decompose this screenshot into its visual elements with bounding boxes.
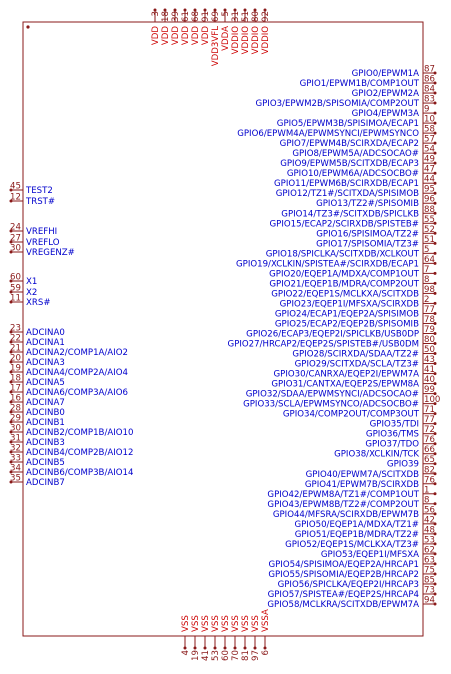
pin-number: 76	[424, 475, 435, 486]
pin-label: GPIO27/HRCAP2/EQEP2S/SPISTEB#/USB0DM	[227, 339, 419, 350]
pin-label: ADCINA3	[26, 358, 65, 368]
pin-label: GPIO14/TZ3#/SCITXDB/SPICLKB	[281, 209, 419, 220]
pin-number: 80	[251, 11, 261, 22]
pin-end	[264, 647, 267, 650]
pin-label: GPIO5/EPWM3B/SPISIMOA/ECAP1	[276, 119, 419, 130]
top-pin	[231, 9, 241, 55]
top-pin	[211, 9, 221, 67]
top-pin	[171, 9, 181, 46]
pin-label: GPIO10/EPWM6A/ADCSOCBO#	[286, 169, 419, 180]
pin-end	[194, 647, 197, 650]
pin-label: GPIO55/SPISOMIA/EQEP2B/HRCAP2	[268, 569, 419, 580]
bottom-pin	[261, 609, 271, 655]
pin-label: X2	[26, 288, 38, 298]
pin-label: ADCINB5	[26, 458, 65, 468]
pin-label: TRST#	[26, 197, 56, 207]
pin-number: 41	[201, 650, 211, 661]
pin-label: GPIO15/ECAP2/SCIRXDB/SPISTEB#	[269, 219, 419, 230]
pin-number: 92	[261, 11, 271, 22]
bottom-pin	[241, 615, 251, 661]
pin-number: 22	[10, 333, 21, 344]
top-pin	[151, 9, 161, 46]
pin-label: GPIO53/EQEP1I/MFSXA	[320, 549, 419, 560]
pin-label: GPIO52/EQEP1S/MCLKXA/TZ3#	[285, 539, 419, 550]
top-pin	[181, 9, 191, 46]
pin-end	[244, 647, 247, 650]
pin-label: VDD	[171, 26, 181, 46]
pin-number: 65	[424, 455, 435, 466]
pin-number: 58	[424, 124, 435, 135]
bottom-pin	[201, 615, 211, 661]
pin-number: 9	[424, 104, 430, 115]
pin-number: 66	[424, 445, 435, 456]
pin-number: 56	[424, 505, 435, 516]
pin-label: GPIO4/EPWM3A	[351, 109, 419, 120]
pin-label: VSS	[201, 615, 211, 632]
pin-number: 19	[10, 363, 21, 374]
pin-label: GPIO18/SPICLKA/SCITXDB/XCLKOUT	[265, 249, 419, 260]
pin-label: VDDIO	[251, 26, 261, 55]
pin-label: GPIO41/EPWM7B/SCIRXDB	[304, 479, 419, 490]
pin-number: 52	[424, 224, 435, 235]
pin-number: 7	[424, 264, 430, 275]
pin-label: GPIO44/MFSRA/SCIRXDB/EPWM7B	[272, 509, 419, 520]
bottom-pin	[181, 615, 191, 655]
pin-number: 64	[424, 254, 435, 265]
pin-number: 84	[424, 84, 435, 95]
pin-number: 70	[231, 650, 241, 661]
pin-label: ADCINA7	[26, 398, 65, 408]
pin-label: GPIO13/TZ2#/SPISOMIB	[316, 199, 419, 210]
top-pin	[191, 9, 201, 46]
pin-label: ADCINB3	[26, 438, 65, 448]
pin-label: GPIO9/EPWM5B/SCITXDB/ECAP3	[280, 159, 419, 170]
pin-number: 12	[10, 192, 21, 203]
pin-number: 24	[10, 222, 21, 233]
pin-number: 61	[181, 11, 191, 22]
pin-label: GPIO28/SCIRXDA/SDAA/TZ2#	[292, 349, 419, 360]
top-pin	[251, 9, 261, 55]
pin-number: 57	[424, 134, 435, 145]
pin-label: GPIO6/EPWM4A/EPWMSYNCI/EPWMSYNCO	[237, 129, 419, 140]
top-pin	[221, 9, 231, 51]
pin-label: GPIO43/EPWM8B/TZ2#/COMP2OUT	[267, 499, 419, 510]
pin-number: 85	[424, 575, 435, 586]
pin-number: 16	[10, 393, 21, 404]
pin-label: VREFHI	[26, 227, 58, 237]
pin-number: 63	[424, 555, 435, 566]
pin-number: 49	[424, 154, 435, 165]
pin-label: GPIO58/MCLKRA/SCITXDB/EPWM7A	[267, 600, 419, 610]
pin-label: VDDIO	[241, 26, 251, 55]
pin-label: GPIO0/EPWM1A	[351, 69, 419, 79]
pin-number: 2	[424, 294, 430, 305]
pin-label: GPIO23/EQEP1I/MFSXA/SCIRXDB	[279, 299, 419, 310]
pin-label: GPIO38/XCLKIN/TCK	[334, 449, 419, 460]
pin-number: 55	[424, 214, 435, 225]
pin-number: 73	[424, 585, 435, 596]
pin-number: 77	[424, 415, 435, 426]
pin-end	[224, 647, 227, 650]
pin-end	[254, 647, 257, 650]
pin-label: VSS	[191, 615, 201, 632]
pin-number: 99	[424, 385, 435, 396]
top-pin	[201, 9, 211, 46]
top-pin	[241, 9, 251, 55]
pin-number: 3	[151, 11, 161, 17]
pin-label: GPIO8/EPWM5A/ADCSOCAO#	[292, 149, 419, 160]
pin-number: 68	[191, 11, 201, 22]
pin-label: VREGENZ#	[26, 248, 75, 258]
pin-number: 87	[424, 64, 435, 75]
pin-label: ADCINA0	[26, 328, 65, 338]
pin-label: XRS#	[26, 298, 51, 308]
pin1-marker	[26, 25, 29, 28]
pin-label: GPIO7/EPWM4B/SCIRXDA/ECAP2	[279, 139, 419, 150]
pin-label: GPIO50/EQEP1A/MDXA/TZ1#	[294, 519, 419, 530]
pin-number: 21	[10, 343, 21, 354]
pin-label: GPIO36/TMS	[365, 429, 419, 440]
pin-number: 95	[424, 184, 435, 195]
pin-label: VSS	[181, 615, 191, 632]
pin-label: GPIO57/SPISTEA#/EQEP2S/HRCAP4	[267, 589, 419, 600]
bottom-ground-pins	[181, 609, 271, 661]
pin-end	[214, 647, 217, 650]
pin-number: 53	[211, 650, 221, 661]
bottom-pin	[251, 615, 261, 661]
pin-label: ADCINB7	[26, 478, 65, 488]
pin-number: 6	[261, 650, 271, 656]
pin-label: GPIO51/EQEP1B/MDRA/TZ2#	[294, 529, 419, 540]
pin-number: 17	[10, 383, 21, 394]
pin-number: 83	[424, 94, 435, 105]
pin-number: 27	[10, 233, 21, 244]
pin-number: 96	[424, 194, 435, 205]
pin-number: 72	[424, 425, 435, 436]
pin-number: 100	[424, 395, 441, 406]
pin-number: 8	[424, 274, 430, 285]
pin-label: TEST2	[26, 186, 53, 196]
pin-number: 50	[424, 345, 435, 356]
pin-label: GPIO24/ECAP1/EQEP2A/SPISIMOB	[274, 309, 419, 320]
pin-number: 60	[10, 272, 21, 283]
pin-label: GPIO22/EQEP1S/MCLKXA/SCITXDB	[271, 289, 419, 300]
pin-label: GPIO39	[386, 459, 419, 470]
pin-number: 98	[424, 284, 435, 295]
pin-label: GPIO54/SPISIMOA/EQEP2A/HRCAP1	[268, 559, 419, 570]
pin-number: 34	[10, 463, 21, 474]
pin-label: GPIO20/EQEP1A/MDXA/COMP1OUT	[269, 269, 419, 280]
pin-number: 31	[10, 433, 21, 444]
pin-number: 31	[231, 11, 241, 22]
pin-label: GPIO26/ECAP3/EQEP2I/SPICLKB/USB0DP	[246, 329, 419, 340]
pin-label: GPIO3/EPWM2B/SPISOMIA/COMP2OUT	[255, 99, 419, 110]
right-pins	[228, 65, 441, 611]
bottom-pin	[211, 615, 221, 661]
pin-label: GPIO16/SPISIMOA/TZ2#	[316, 229, 419, 240]
pin-label: VSS	[241, 615, 251, 632]
pin-number: 60	[221, 650, 231, 661]
pin-number: 75	[424, 565, 435, 576]
pin-number: 69	[211, 11, 221, 22]
bottom-pin	[221, 615, 231, 661]
pin-number: 94	[424, 595, 435, 606]
pin-label: ADCINA4/COMP2A/AIO4	[26, 368, 128, 378]
pin-label: ADCINA1	[26, 338, 65, 348]
pin-number: 28	[10, 403, 21, 414]
pin-number: 76	[424, 435, 435, 446]
pin-label: GPIO2/EPWM2A	[351, 89, 419, 100]
pin-number: 54	[424, 144, 435, 155]
pin-number: 10	[424, 114, 435, 125]
pin-label: VDD	[151, 26, 161, 46]
pin-label: ADCINB1	[26, 418, 65, 428]
pin-label: VSS	[221, 615, 231, 632]
pin-label: VDD	[161, 26, 171, 46]
pin-number: 8	[424, 495, 430, 506]
pin-number: 18	[161, 11, 171, 22]
bottom-pin	[191, 615, 201, 661]
pin-label: GPIO42/EPWM8A/TZ1#/COMP1OUT	[267, 489, 419, 500]
pin-number: 30	[10, 243, 21, 254]
pin-number: 71	[424, 405, 435, 416]
pin-label: GPIO21/EQEP1B/MDRA/COMP2OUT	[269, 279, 419, 290]
pin-number: 44	[424, 174, 435, 185]
pin-number: 80	[424, 335, 435, 346]
pin-label: GPIO35/TDI	[369, 419, 419, 430]
top-pin	[161, 9, 171, 46]
pin-number: 30	[10, 423, 21, 434]
pin-number: 81	[241, 650, 251, 661]
pin-label: GPIO29/SCITXDA/SCLA/TZ3#	[294, 359, 419, 370]
pin-number: 5	[424, 244, 430, 255]
pin-label: GPIO32/SDAA/EPWMSYNCI/ADCSOCAO#	[245, 389, 419, 400]
pin-label: GPIO56/SPICLKA/EQEP2I/HRCAP3	[277, 579, 419, 590]
pin-number: 82	[424, 465, 435, 476]
top-power-pins	[151, 9, 271, 67]
pin-number: 43	[424, 355, 435, 366]
pin-number: 48	[424, 525, 435, 536]
pin-number: 1	[424, 485, 430, 496]
pin-number: 18	[10, 373, 21, 384]
pin-label: VDD3VFL	[211, 26, 221, 67]
pin-number: 77	[424, 304, 435, 315]
bottom-pin	[231, 615, 241, 661]
pin-label: VDDIO	[261, 26, 271, 55]
pin-label: GPIO31/CANTXA/EQEP2S/EPWM8A	[271, 379, 419, 390]
pin-label: VREFLO	[26, 238, 60, 248]
pin-label: GPIO12/TZ1#/SCITXDA/SPISIMOB	[275, 189, 419, 200]
pin-number: 23	[10, 323, 21, 334]
pin-number: 51	[424, 234, 435, 245]
pin-label: GPIO37/TDO	[365, 439, 419, 450]
pin-label: ADCINB2/COMP1B/AIO10	[26, 428, 134, 438]
pin-label: GPIO19/XCLKIN/SPISTEA#/SCIRXDB/ECAP1	[235, 259, 419, 270]
pin-number: 41	[424, 365, 435, 376]
pin-label: GPIO17/SPISOMIA/TZ3#	[316, 239, 419, 250]
pin-number: 51	[241, 11, 251, 22]
pin-label: VDDA	[221, 26, 231, 51]
pin-label: GPIO1/EPWM1B/COMP1OUT	[299, 79, 419, 90]
pin-number: 79	[424, 324, 435, 335]
pin-number: 45	[10, 181, 21, 192]
pin-number: 35	[10, 473, 21, 484]
pin-end	[434, 492, 437, 495]
pin-number: 29	[10, 413, 21, 424]
pin-label: ADCINA6/COMP3A/AIO6	[26, 388, 128, 398]
left-pins	[10, 182, 134, 489]
pin-number: 47	[424, 164, 435, 175]
pin-number: 20	[10, 353, 21, 364]
pin-number: 86	[424, 74, 435, 85]
pin-label: VDD	[191, 26, 201, 46]
pin-label: GPIO11/EPWM6B/SCIRXDB/ECAP1	[274, 179, 419, 190]
pin-end	[434, 272, 437, 275]
pin-number: 88	[424, 204, 435, 215]
pin-number: 32	[10, 443, 21, 454]
pin-label: VSS	[231, 615, 241, 632]
pin-label: GPIO34/COMP2OUT/COMP3OUT	[282, 409, 419, 420]
pin-end	[234, 647, 237, 650]
pin-number: 19	[191, 650, 201, 661]
pin-number: 53	[424, 535, 435, 546]
pin-label: ADCINA5	[26, 378, 65, 388]
pin-end	[184, 647, 187, 650]
top-pin	[261, 9, 271, 55]
pin-number: 40	[424, 375, 435, 386]
pin-label: VSS	[251, 615, 261, 632]
pin-number: 39	[171, 11, 181, 22]
pin-end	[204, 647, 207, 650]
pin-number: 97	[251, 650, 261, 661]
pin-label: VDD	[181, 26, 191, 46]
pin-label: VSS	[211, 615, 221, 632]
pin-number: 78	[424, 314, 435, 325]
pin-label: GPIO25/ECAP2/EQEP2B/SPISOMIB	[274, 319, 419, 330]
pin-label: GPIO40/EPWM7A/SCITXDB	[305, 469, 419, 480]
pin-label: GPIO30/CANRXA/EQEP2I/EPWM7A	[273, 369, 419, 380]
pin-number: 11	[10, 293, 21, 304]
pin-label: VDDIO	[231, 26, 241, 55]
pin-number: 42	[424, 515, 435, 526]
pin-label: VSSA	[261, 609, 271, 632]
pin-label: VDD	[201, 26, 211, 46]
pin-number: 59	[10, 283, 21, 294]
pin-label: GPIO33/SCLA/EPWMSYNCO/ADCSOCBO#	[243, 399, 419, 410]
pin-label: X1	[26, 277, 38, 287]
pin-number: 62	[424, 545, 435, 556]
pin-label: ADCINB0	[26, 408, 65, 418]
pin-number: 4	[181, 650, 191, 656]
pin-number: 33	[10, 453, 21, 464]
pin-number: 91	[201, 11, 211, 22]
pin-label: ADCINB6/COMP3B/AIO14	[26, 468, 134, 478]
pin-label: ADCINB4/COMP2B/AIO12	[26, 448, 134, 458]
pin-label: ADCINA2/COMP1A/AIO2	[26, 348, 128, 358]
pin-number: 5	[221, 11, 231, 17]
